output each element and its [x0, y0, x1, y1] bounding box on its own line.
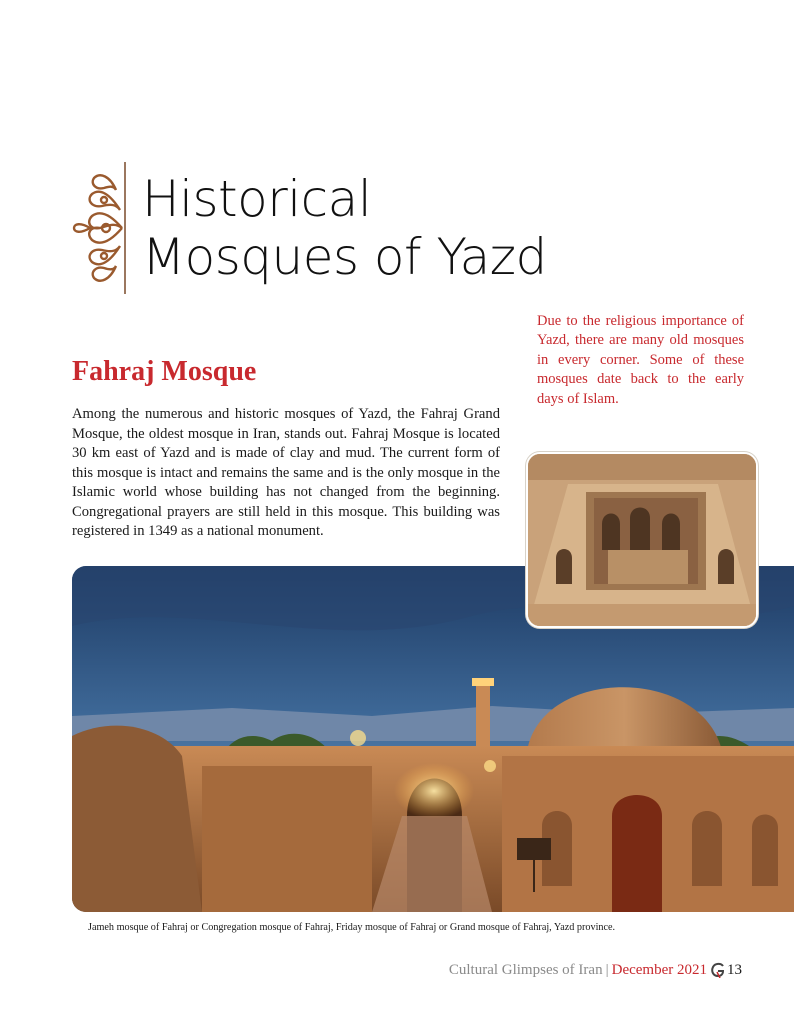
- page-footer: [449, 960, 742, 980]
- section-heading: Fahraj Mosque: [72, 356, 257, 387]
- body-paragraph: Among the numerous and historic mosques of Yazd, the Fahraj Grand Mosque, the oldest mosque in Iran, stands out. Fahraj Mosque is located 30 km east of Yazd and is made of clay and mud. The current form of this mosque is intact and remains the same and is the only mosque in the Islamic world whose building has not changed from the beginning. Congregational prayers are still held in this mosque. This building was registered in 1349 as a national monument.: [72, 406, 500, 539]
- footer-separator: |: [605, 962, 609, 978]
- magazine-logo-icon: [711, 962, 725, 978]
- arabesque-ornament-icon: [70, 160, 128, 296]
- page-title: [142, 170, 547, 286]
- title-line-2: Mosques of Yazd: [142, 228, 547, 286]
- title-line-1: Historical: [142, 170, 372, 228]
- page-number: 13: [727, 962, 742, 978]
- photo-caption: Jameh mosque of Fahraj or Congregation mosque of Fahraj, Friday mosque of Fahraj or Grand mosque of Fahraj, Yazd province.: [88, 922, 616, 933]
- courtyard-photo: [526, 452, 758, 628]
- issue-date: December 2021: [611, 962, 707, 978]
- intro-paragraph: Due to the religious importance of Yazd, there are many old mosques in every corner. Some of these mosques date back to the early days of Islam.: [537, 313, 744, 407]
- magazine-name: Cultural Glimpses of Iran: [448, 962, 603, 978]
